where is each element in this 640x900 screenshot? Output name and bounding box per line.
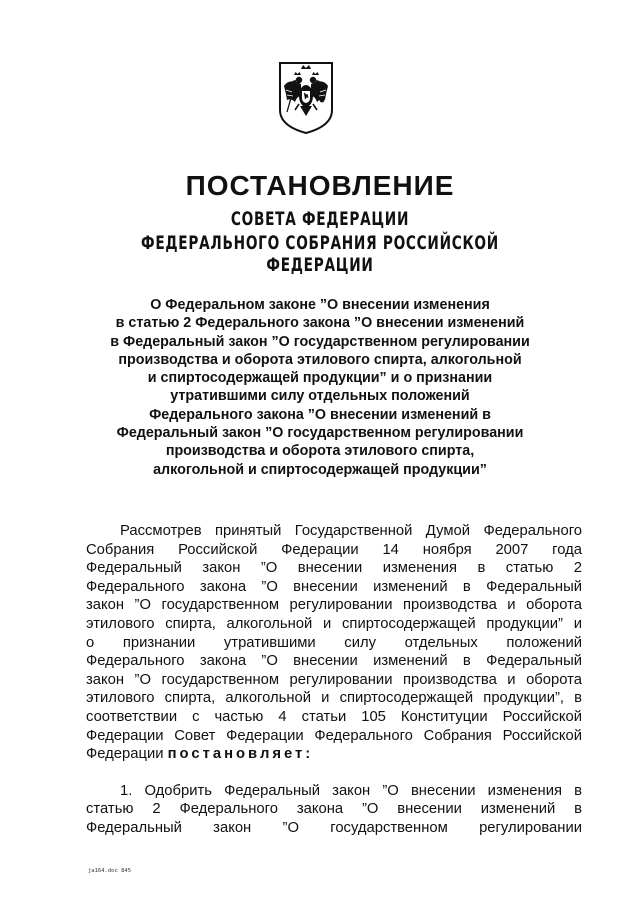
preamble-line: закон ”О государственном регулировании производства и оборота [86,671,582,688]
resolution-body [86,522,582,838]
clause-line: 1. Одобрить Федеральный закон ”О внесении изменения в [120,782,582,799]
preamble-line: закон ”О государственном регулировании производства и оборота [86,597,582,614]
subject-line: в Федеральный закон ”О государственном регулировании [110,333,530,350]
clause-line: статью 2 Федерального закона ”О внесении изменений в [86,801,582,818]
preamble-line: Федерации Совет Федерации Федерального Собрания Российской [86,727,582,744]
subject-line: в статью 2 Федерального закона ”О внесении изменений [115,315,525,332]
subject-line: Федеральный закон ”О государственном регулировании [116,425,524,442]
preamble-line: Собрания Российской Федерации 14 ноября 2007 года [86,541,582,558]
preamble-line: этилового спирта, алкогольной и спиртосодержащей продукции”, в [86,690,582,707]
preamble-line: Федеральный закон ”О внесении изменения в статью 2 [86,560,582,577]
preamble-line: соответствии с частью 4 статьи 105 Конституции Российской [86,708,582,725]
document-code: ja164.doc 845 [88,868,132,874]
preamble-line: Рассмотрев принятый Государственной Думой Федерального [120,523,582,539]
preamble-line: о признании утратившими силу отдельных положений [86,634,582,651]
preamble-final-line [86,745,582,764]
subject-line: алкогольной и спиртосодержащей продукции” [153,461,487,478]
coat-of-arms-icon [277,60,335,136]
subject-line: и спиртосодержащей продукции” и о признании [147,370,493,387]
issuing-body-line-2: ФЕДЕРАЛЬНОГО СОБРАНИЯ РОССИЙСКОЙ ФЕДЕРАЦИИ [141,232,499,276]
subject-line: Федерального закона ”О внесении изменений в [149,406,491,423]
clause-line: Федеральный закон ”О государственном регулировании [86,819,582,836]
preamble-line: Федерального закона ”О внесении изменений в Федеральный [86,653,582,670]
subject-line: утратившими силу отдельных положений [170,388,470,405]
document-title: ПОСТАНОВЛЕНИЕ [185,170,455,201]
preamble-paragraph [86,522,582,764]
resolution-subject [60,296,580,479]
subject-line: производства и оборота этилового спирта, [165,443,475,460]
clause-1 [86,782,582,838]
preamble-line: этилового спирта, алкогольной и спиртосодержащей продукции” и [86,615,582,632]
preamble-final-prefix: Федерации [86,746,168,763]
subject-line: производства и оборота этилового спирта, алкогольной [118,351,522,368]
subject-line: О Федеральном законе ”О внесении изменения [150,297,490,313]
issuing-body-line-1: СОВЕТА ФЕДЕРАЦИИ [230,208,410,230]
preamble-line: Федерального закона ”О внесении изменений в Федеральный [86,578,582,595]
resolves-keyword: постановляет: [167,746,314,763]
